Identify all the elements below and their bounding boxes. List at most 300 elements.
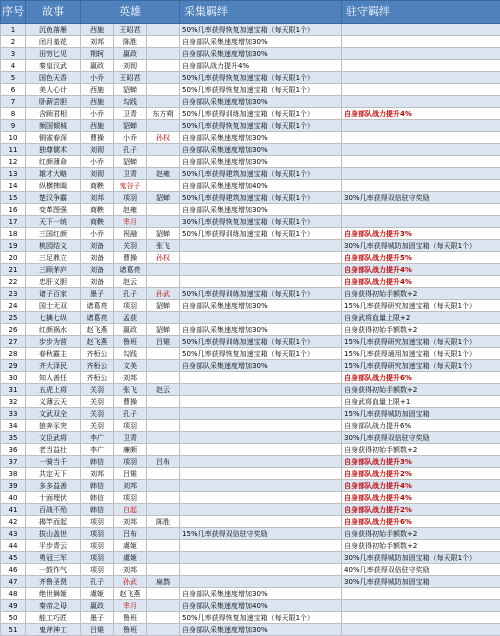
collect-bond: 50%几率获得恢复加速宝箱（每天限1个） [180, 348, 342, 360]
hero-name: 诸葛亮 [81, 300, 114, 312]
story-name: 三国红颜 [26, 228, 81, 240]
table-row [1, 192, 500, 204]
table-row [1, 240, 500, 252]
hero-name: 貂蝉 [114, 84, 147, 96]
row-number: 8 [1, 108, 26, 120]
hero-name: 曹操 [114, 396, 147, 408]
table-row [1, 252, 500, 264]
row-number: 6 [1, 84, 26, 96]
story-name: 国色天香 [26, 72, 81, 84]
garrison-bond [342, 24, 500, 36]
hero-name [147, 432, 180, 444]
row-number: 38 [1, 468, 26, 480]
garrison-bond: 15%几率获得研究加速宝箱（每天限1个） [342, 336, 500, 348]
garrison-bond [342, 72, 500, 84]
hero-name: 赵云 [114, 276, 147, 288]
row-number: 32 [1, 396, 26, 408]
hero-name: 西施 [81, 96, 114, 108]
hero-name: 荆轲 [81, 48, 114, 60]
hero-name: 商鞅 [81, 204, 114, 216]
collect-bond: 50%几率获得训练加速宝箱（每天限1个） [180, 108, 342, 120]
collect-bond: 自身部队采集速度增加30% [180, 300, 342, 312]
row-number: 3 [1, 48, 26, 60]
hero-name [147, 564, 180, 576]
hero-name: 小乔 [114, 132, 147, 144]
collect-bond: 15%几率获得双倍驻守奖励 [180, 528, 342, 540]
garrison-bond [342, 96, 500, 108]
story-name: 楚汉争霸 [26, 192, 81, 204]
hero-name [147, 444, 180, 456]
hero-name: 勾践 [114, 96, 147, 108]
row-number: 26 [1, 324, 26, 336]
story-name: 知人善任 [26, 372, 81, 384]
story-name: 十面埋伏 [26, 492, 81, 504]
hero-name: 孔子 [81, 576, 114, 588]
garrison-bond [342, 600, 500, 612]
garrison-bond [342, 156, 500, 168]
hero-name: 刘邦 [81, 468, 114, 480]
hero-name: 商鞅 [81, 180, 114, 192]
hero-name: 项羽 [81, 516, 114, 528]
row-number: 4 [1, 60, 26, 72]
story-name: 狼奔豕突 [26, 420, 81, 432]
hero-name: 齐桓公 [81, 348, 114, 360]
hero-name: 项羽 [114, 420, 147, 432]
garrison-bond: 自身部队战力提升3% [342, 456, 500, 468]
header-no: 序号 [1, 1, 26, 24]
garrison-bond: 自身部队战力提升6% [342, 372, 500, 384]
hero-name [147, 348, 180, 360]
row-number: 36 [1, 444, 26, 456]
hero-name: 项羽 [114, 300, 147, 312]
hero-name: 廉颇 [114, 444, 147, 456]
table-row [1, 552, 500, 564]
table-row [1, 204, 500, 216]
hero-name: 赵飞燕 [114, 588, 147, 600]
hero-name: 诸葛亮 [81, 312, 114, 324]
hero-name: 张飞 [147, 240, 180, 252]
table-row [1, 288, 500, 300]
header-story: 故事 [26, 1, 81, 24]
table-row [1, 84, 500, 96]
hero-name [147, 504, 180, 516]
hero-name [147, 24, 180, 36]
table-row [1, 276, 500, 288]
hero-name: 项羽 [81, 552, 114, 564]
hero-name [147, 552, 180, 564]
hero-name: 刘邦 [81, 36, 114, 48]
hero-name: 项羽 [81, 540, 114, 552]
table-row [1, 180, 500, 192]
hero-name: 貂蝉 [147, 228, 180, 240]
garrison-bond [342, 132, 500, 144]
row-number: 30 [1, 372, 26, 384]
hero-name: 卫青 [114, 108, 147, 120]
hero-name: 陈胜 [114, 36, 147, 48]
row-number: 41 [1, 504, 26, 516]
table-row [1, 624, 500, 636]
story-name: 雄才大略 [26, 168, 81, 180]
row-number: 22 [1, 276, 26, 288]
story-name: 红颜祸水 [26, 324, 81, 336]
story-name: 揭竿而起 [26, 516, 81, 528]
hero-name: 刘备 [81, 264, 114, 276]
collect-bond: 自身部队采集速度增加30% [180, 360, 342, 372]
hero-name: 商鞅 [81, 216, 114, 228]
story-name: 红颜薄命 [26, 156, 81, 168]
hero-name: 刘备 [81, 240, 114, 252]
hero-name: 鲁班 [114, 624, 147, 636]
row-number: 27 [1, 336, 26, 348]
hero-name [147, 528, 180, 540]
hero-name: 嬴政 [114, 48, 147, 60]
hero-name: 曹操 [114, 252, 147, 264]
hero-name: 卫青 [114, 168, 147, 180]
story-name: 田穷匕见 [26, 48, 81, 60]
collect-bond: 50%几率获得建筑加速宝箱（每天限1个） [180, 168, 342, 180]
table-row [1, 588, 500, 600]
hero-name [147, 84, 180, 96]
hero-name [147, 420, 180, 432]
hero-name: 孟获 [114, 312, 147, 324]
collect-bond [180, 372, 342, 384]
hero-name: 小乔 [81, 108, 114, 120]
hero-name: 齐桓公 [81, 372, 114, 384]
hero-name: 貂蝉 [114, 156, 147, 168]
table-row [1, 540, 500, 552]
hero-name: 赵云 [147, 384, 180, 396]
table-row [1, 228, 500, 240]
hero-name: 虞姬 [114, 552, 147, 564]
collect-bond [180, 552, 342, 564]
story-name: 文臣武将 [26, 432, 81, 444]
story-name: 天下一统 [26, 216, 81, 228]
hero-name: 张飞 [114, 384, 147, 396]
hero-name: 白起 [114, 504, 147, 516]
garrison-bond: 30%几率获得城防加固宝箱 [342, 576, 500, 588]
collect-bond [180, 312, 342, 324]
collect-bond [180, 576, 342, 588]
collect-bond: 自身部队采集速度增加30% [180, 204, 342, 216]
hero-name [147, 612, 180, 624]
row-number: 45 [1, 552, 26, 564]
row-number: 42 [1, 516, 26, 528]
hero-name: 吕雉 [114, 468, 147, 480]
row-number: 28 [1, 348, 26, 360]
collect-bond: 自身部队采集速度增加30% [180, 588, 342, 600]
hero-name: 孔子 [114, 408, 147, 420]
collect-bond [180, 408, 342, 420]
collect-bond [180, 384, 342, 396]
table-row [1, 600, 500, 612]
hero-name [147, 624, 180, 636]
story-name: 纵横捭阖 [26, 180, 81, 192]
hero-name [147, 396, 180, 408]
hero-name: 鲁班 [114, 612, 147, 624]
hero-name [147, 360, 180, 372]
collect-bond: 自身部队采集速度增加30% [180, 96, 342, 108]
table-row [1, 48, 500, 60]
table-row [1, 528, 500, 540]
collect-bond [180, 396, 342, 408]
story-name: 铜雀春深 [26, 132, 81, 144]
row-number: 37 [1, 456, 26, 468]
hero-name: 韩信 [81, 504, 114, 516]
table-row [1, 492, 500, 504]
row-number: 7 [1, 96, 26, 108]
garrison-bond: 自身部队战力提升6% [342, 420, 500, 432]
story-name: 频国倾城 [26, 120, 81, 132]
hero-name: 刘邦 [81, 192, 114, 204]
hero-name [147, 588, 180, 600]
table-row [1, 456, 500, 468]
story-name: 拔山盖世 [26, 528, 81, 540]
hero-name: 关羽 [81, 408, 114, 420]
story-name: 共定天下 [26, 468, 81, 480]
row-number: 31 [1, 384, 26, 396]
collect-bond: 自身部队战力提升4% [180, 60, 342, 72]
hero-name [147, 216, 180, 228]
collect-bond: 50%几率获得训练加速宝箱（每天限1个） [180, 336, 342, 348]
header-hero: 英雄 [81, 1, 180, 24]
hero-name: 鲁班 [114, 336, 147, 348]
story-name: 步步为营 [26, 336, 81, 348]
garrison-bond: 自身部队战力提升4% [342, 276, 500, 288]
table-row [1, 576, 500, 588]
collect-bond [180, 432, 342, 444]
collect-bond: 50%几率获得恢复加速宝箱（每天限1个） [180, 84, 342, 96]
row-number: 48 [1, 588, 26, 600]
story-name: 齐鲁圣贤 [26, 576, 81, 588]
hero-name [147, 600, 180, 612]
row-number: 11 [1, 144, 26, 156]
collect-bond: 自身部队采集速度增加30% [180, 324, 342, 336]
garrison-bond [342, 204, 500, 216]
table-row [1, 72, 500, 84]
hero-name [147, 540, 180, 552]
hero-name: 貂蝉 [114, 120, 147, 132]
table-row [1, 24, 500, 36]
collect-bond [180, 540, 342, 552]
hero-name: 齐桓公 [81, 360, 114, 372]
row-number: 1 [1, 24, 26, 36]
collect-bond: 50%几率获得训练加速宝箱（每天限1个） [180, 288, 342, 300]
story-name: 勇冠三军 [26, 552, 81, 564]
hero-name: 赵飞燕 [81, 324, 114, 336]
hero-name: 吕布 [114, 528, 147, 540]
header-row [1, 1, 500, 24]
garrison-bond: 自身部队战力提升2% [342, 504, 500, 516]
table-row [1, 120, 500, 132]
table-row [1, 312, 500, 324]
hero-name: 刘邦 [114, 516, 147, 528]
table-row [1, 432, 500, 444]
story-name: 三顾茅庐 [26, 264, 81, 276]
garrison-bond: 自身获得初始手额数+2 [342, 528, 500, 540]
collect-bond: 自身部队采集速度增加40% [180, 600, 342, 612]
hero-name: 孙武 [114, 576, 147, 588]
garrison-bond [342, 588, 500, 600]
story-name: 诸子百家 [26, 288, 81, 300]
story-name: 义薄云天 [26, 396, 81, 408]
hero-name: 韩信 [81, 480, 114, 492]
story-name: 老当益壮 [26, 444, 81, 456]
story-name: 五虎上将 [26, 384, 81, 396]
hero-name: 嬴政 [81, 600, 114, 612]
hero-name: 刘备 [81, 276, 114, 288]
hero-name: 诸葛亮 [114, 264, 147, 276]
hero-name: 孔子 [114, 288, 147, 300]
story-name: 秦皇汉武 [26, 60, 81, 72]
hero-name: 刘邦 [114, 564, 147, 576]
story-name: 国士无双 [26, 300, 81, 312]
hero-name: 扁鹊 [147, 576, 180, 588]
collect-bond: 30%几率获得恢复加速宝箱（每天限1个） [180, 216, 342, 228]
story-name: 独尊儒术 [26, 144, 81, 156]
table-row [1, 348, 500, 360]
table-row [1, 324, 500, 336]
story-name: 闭月羞花 [26, 36, 81, 48]
row-number: 40 [1, 492, 26, 504]
garrison-bond [342, 36, 500, 48]
table-row [1, 420, 500, 432]
row-number: 39 [1, 480, 26, 492]
collect-bond [180, 264, 342, 276]
collect-bond [180, 456, 342, 468]
story-name: 能工巧匠 [26, 612, 81, 624]
story-name: 绝世舞姬 [26, 588, 81, 600]
collect-bond: 50%几率获得恢复加速宝箱（每天限1个） [180, 24, 342, 36]
row-number: 18 [1, 228, 26, 240]
hero-name [147, 120, 180, 132]
hero-name: 王昭君 [114, 72, 147, 84]
story-name: 沉鱼落雁 [26, 24, 81, 36]
story-name: 一鼓作气 [26, 564, 81, 576]
collect-bond: 自身部队采集速度增加30% [180, 36, 342, 48]
hero-name: 关羽 [81, 396, 114, 408]
hero-name [147, 468, 180, 480]
hero-name: 孔子 [114, 144, 147, 156]
collect-bond [180, 252, 342, 264]
hero-name [147, 96, 180, 108]
hero-name: 项羽 [81, 564, 114, 576]
story-name: 含顾君相 [26, 108, 81, 120]
collect-bond: 自身部队采集速度增加40% [180, 180, 342, 192]
hero-name [147, 276, 180, 288]
hero-name: 韩信 [81, 492, 114, 504]
collect-bond [180, 240, 342, 252]
row-number: 47 [1, 576, 26, 588]
story-name: 三足鼎立 [26, 252, 81, 264]
hero-name: 芈月 [114, 600, 147, 612]
hero-name [147, 372, 180, 384]
hero-name: 孙武 [147, 288, 180, 300]
garrison-bond: 自身部队战力提升5% [342, 252, 500, 264]
row-number: 19 [1, 240, 26, 252]
hero-name: 赵飞燕 [81, 336, 114, 348]
hero-name: 卫青 [114, 432, 147, 444]
row-number: 20 [1, 252, 26, 264]
table-row [1, 372, 500, 384]
table-row [1, 132, 500, 144]
hero-name [147, 144, 180, 156]
row-number: 14 [1, 180, 26, 192]
story-name: 百战不殆 [26, 504, 81, 516]
table-row [1, 360, 500, 372]
hero-name [147, 180, 180, 192]
hero-name: 孙权 [147, 132, 180, 144]
hero-name [147, 156, 180, 168]
story-name: 鬼斧神工 [26, 624, 81, 636]
row-number: 29 [1, 360, 26, 372]
collect-bond: 自身部队采集速度增加30% [180, 144, 342, 156]
garrison-bond [342, 144, 500, 156]
table-row [1, 108, 500, 120]
collect-bond: 50%几率获得恢复加速宝箱（每天限1个） [180, 120, 342, 132]
hero-name: 貂蝉 [147, 324, 180, 336]
collect-bond: 50%几率获得恢复加速宝箱（每天限1个） [180, 72, 342, 84]
collect-bond [180, 564, 342, 576]
story-name: 卧薪尝胆 [26, 96, 81, 108]
row-number: 34 [1, 420, 26, 432]
table-body [1, 24, 500, 636]
table-row [1, 612, 500, 624]
row-number: 24 [1, 300, 26, 312]
story-name: 变革图强 [26, 204, 81, 216]
garrison-bond [342, 180, 500, 192]
hero-name [147, 72, 180, 84]
story-name: 齐大泽民 [26, 360, 81, 372]
row-number: 49 [1, 600, 26, 612]
hero-name: 李广 [81, 444, 114, 456]
hero-name: 虞姬 [81, 588, 114, 600]
table-row [1, 336, 500, 348]
collect-bond [180, 444, 342, 456]
table-row [1, 264, 500, 276]
collect-bond: 50%几率获得建筑加速宝箱（每天限1个） [180, 192, 342, 204]
collect-bond [180, 276, 342, 288]
garrison-bond: 自身获得初始手额数+2 [342, 444, 500, 456]
hero-name [147, 48, 180, 60]
hero-name: 芈月 [114, 216, 147, 228]
story-name: 一骑当千 [26, 456, 81, 468]
hero-name: 韩信 [81, 456, 114, 468]
row-number: 33 [1, 408, 26, 420]
hero-name: 刘彻 [81, 144, 114, 156]
garrison-bond: 自身部队战力提升2% [342, 468, 500, 480]
story-name: 文武双全 [26, 408, 81, 420]
garrison-bond: 30%几率获得城防加固宝箱（每天限1个） [342, 552, 500, 564]
hero-name: 文美 [114, 360, 147, 372]
garrison-bond [342, 60, 500, 72]
row-number: 25 [1, 312, 26, 324]
hero-name: 刘邦 [114, 372, 147, 384]
garrison-bond: 自身获得初始手额数+2 [342, 288, 500, 300]
garrison-bond: 自身武将血量上限+2 [342, 312, 500, 324]
hero-name: 小乔 [81, 72, 114, 84]
hero-name: 陈胜 [147, 516, 180, 528]
hero-name: 吕雉 [81, 624, 114, 636]
garrison-bond: 自身获得初始手额数+2 [342, 384, 500, 396]
header-garrison: 驻守羁绊 [342, 1, 500, 24]
hero-name: 西施 [81, 120, 114, 132]
hero-name: 李广 [81, 432, 114, 444]
hero-name [147, 492, 180, 504]
garrison-bond [342, 612, 500, 624]
hero-name: 小乔 [81, 156, 114, 168]
garrison-bond: 15%几率获得研究加速宝箱（每天限1个） [342, 300, 500, 312]
garrison-bond: 自身部队战力提升4% [342, 480, 500, 492]
